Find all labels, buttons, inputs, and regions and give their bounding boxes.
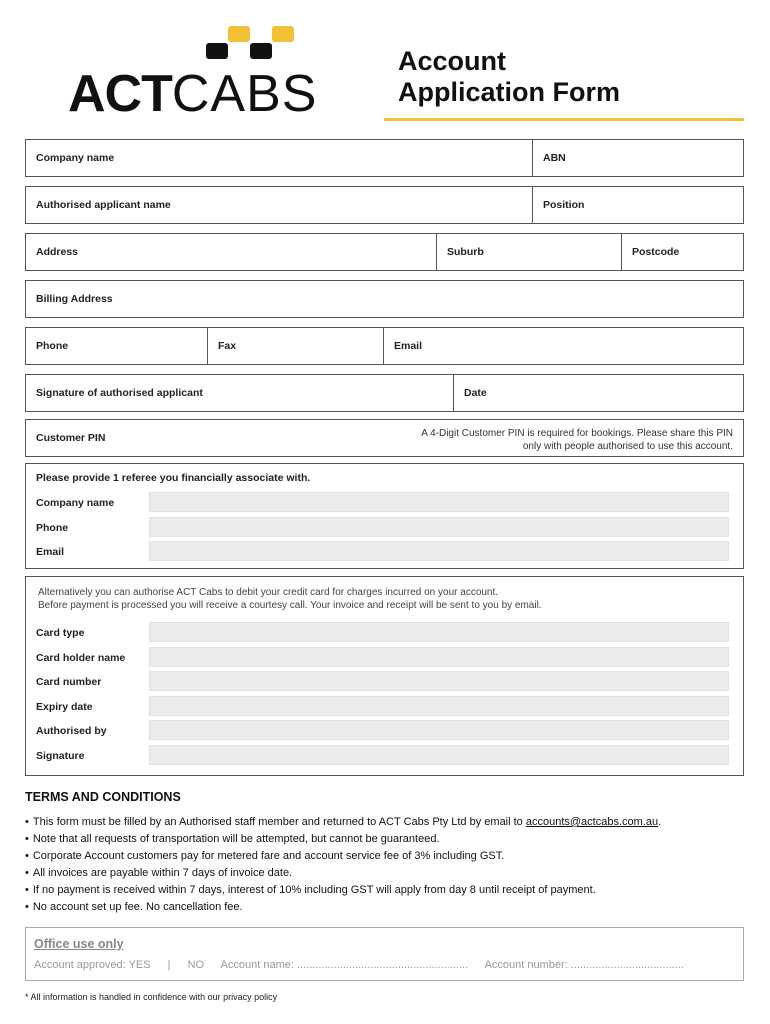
expiry-date-label: Expiry date xyxy=(36,701,93,713)
referee-phone-input[interactable] xyxy=(149,517,729,537)
terms-title: TERMS AND CONDITIONS xyxy=(25,790,181,804)
privacy-footnote: * All information is handled in confidence with our privacy policy xyxy=(25,992,278,1002)
row-contact xyxy=(25,327,744,365)
suburb-field[interactable] xyxy=(436,234,621,270)
referee-email-label: Email xyxy=(36,546,65,558)
account-number-field[interactable]: Account number: ..................................... xyxy=(484,959,684,971)
authorised-by-input[interactable] xyxy=(149,720,729,740)
expiry-date-input[interactable] xyxy=(149,696,729,716)
postcode-label: Postcode xyxy=(632,246,680,258)
suburb-label: Suburb xyxy=(447,246,484,258)
referee-company-input[interactable] xyxy=(149,492,729,512)
fax-label: Fax xyxy=(218,340,237,352)
accounts-email-link[interactable]: accounts@actcabs.com.au xyxy=(525,816,659,828)
referee-section xyxy=(25,463,744,569)
phone-label: Phone xyxy=(36,340,69,352)
office-separator: | xyxy=(167,959,171,971)
referee-phone-label: Phone xyxy=(36,522,69,534)
actcabs-logo xyxy=(68,24,318,123)
account-approved-no[interactable]: NO xyxy=(187,959,205,971)
row-company xyxy=(25,139,744,177)
postcode-field[interactable] xyxy=(621,234,743,270)
referee-intro: Please provide 1 referee you financially associate with. xyxy=(36,472,311,484)
phone-field[interactable] xyxy=(26,328,207,364)
applicant-name-field[interactable] xyxy=(26,187,532,223)
office-use-box xyxy=(25,927,744,981)
terms-item: • No account set up fee. No cancellation fee. xyxy=(25,899,755,916)
card-type-label: Card type xyxy=(36,627,85,639)
card-number-label: Card number xyxy=(36,676,102,688)
account-name-field[interactable]: Account name: ........................................................ xyxy=(220,959,469,971)
signature-label: Signature of authorised applicant xyxy=(36,387,203,399)
office-use-line xyxy=(34,959,698,971)
card-signature-label: Signature xyxy=(36,750,85,762)
billing-address-label: Billing Address xyxy=(36,293,113,305)
referee-email-input[interactable] xyxy=(149,541,729,561)
title-underline xyxy=(384,118,744,121)
row-applicant xyxy=(25,186,744,224)
row-address xyxy=(25,233,744,271)
account-approved-yes[interactable]: Account approved: YES xyxy=(34,959,151,971)
card-holder-input[interactable] xyxy=(149,647,729,667)
credit-card-intro-1: Alternatively you can authorise ACT Cabs to debit your credit card for charges incurred on your account. xyxy=(38,587,499,598)
card-holder-label: Card holder name xyxy=(36,652,126,664)
billing-address-field[interactable] xyxy=(26,281,743,317)
applicant-name-label: Authorised applicant name xyxy=(36,199,171,211)
company-name-label: Company name xyxy=(36,152,115,164)
office-use-title: Office use only xyxy=(34,937,124,951)
card-number-input[interactable] xyxy=(149,671,729,691)
card-signature-input[interactable] xyxy=(149,745,729,765)
terms-item: • All invoices are payable within 7 days of invoice date. xyxy=(25,865,755,882)
logo-squares-icon xyxy=(204,24,304,64)
terms-item: • Corporate Account customers pay for metered fare and account service fee of 3% including GST. xyxy=(25,848,755,865)
position-label: Position xyxy=(543,199,585,211)
abn-field[interactable] xyxy=(532,140,743,176)
row-pin xyxy=(25,419,744,457)
date-label: Date xyxy=(464,387,487,399)
email-label: Email xyxy=(394,340,423,352)
terms-item: • This form must be filled by an Authorised staff member and returned to ACT Cabs Pty Ltd by email to accounts@actcabs.com.au. xyxy=(25,814,755,831)
address-field[interactable] xyxy=(26,234,436,270)
terms-list xyxy=(25,814,755,916)
page-title: Account Application Form xyxy=(398,46,620,107)
position-field[interactable] xyxy=(532,187,743,223)
credit-card-section xyxy=(25,576,744,776)
company-name-field[interactable] xyxy=(26,140,532,176)
email-field[interactable] xyxy=(383,328,743,364)
authorised-by-label: Authorised by xyxy=(36,725,107,737)
credit-card-intro-2: Before payment is processed you will receive a courtesy call. Your invoice and receipt will be sent to you by email. xyxy=(38,600,542,611)
fax-field[interactable] xyxy=(207,328,383,364)
abn-label: ABN xyxy=(543,152,566,164)
address-label: Address xyxy=(36,246,79,258)
terms-item: • Note that all requests of transportation will be attempted, but cannot be guaranteed. xyxy=(25,831,755,848)
logo-wordmark: ACTCABS xyxy=(68,65,318,123)
signature-field[interactable] xyxy=(26,375,453,411)
date-field[interactable] xyxy=(453,375,743,411)
referee-company-label: Company name xyxy=(36,497,115,509)
terms-item: • If no payment is received within 7 days, interest of 10% including GST will apply from day 8 until receipt of payment. xyxy=(25,882,755,899)
card-type-input[interactable] xyxy=(149,622,729,642)
row-billing xyxy=(25,280,744,318)
customer-pin-label: Customer PIN xyxy=(36,432,106,444)
row-signature xyxy=(25,374,744,412)
pin-note: A 4-Digit Customer PIN is required for bookings. Please share this PIN only with people authorised to use this account. xyxy=(421,428,733,452)
customer-pin-field[interactable] xyxy=(26,420,743,456)
